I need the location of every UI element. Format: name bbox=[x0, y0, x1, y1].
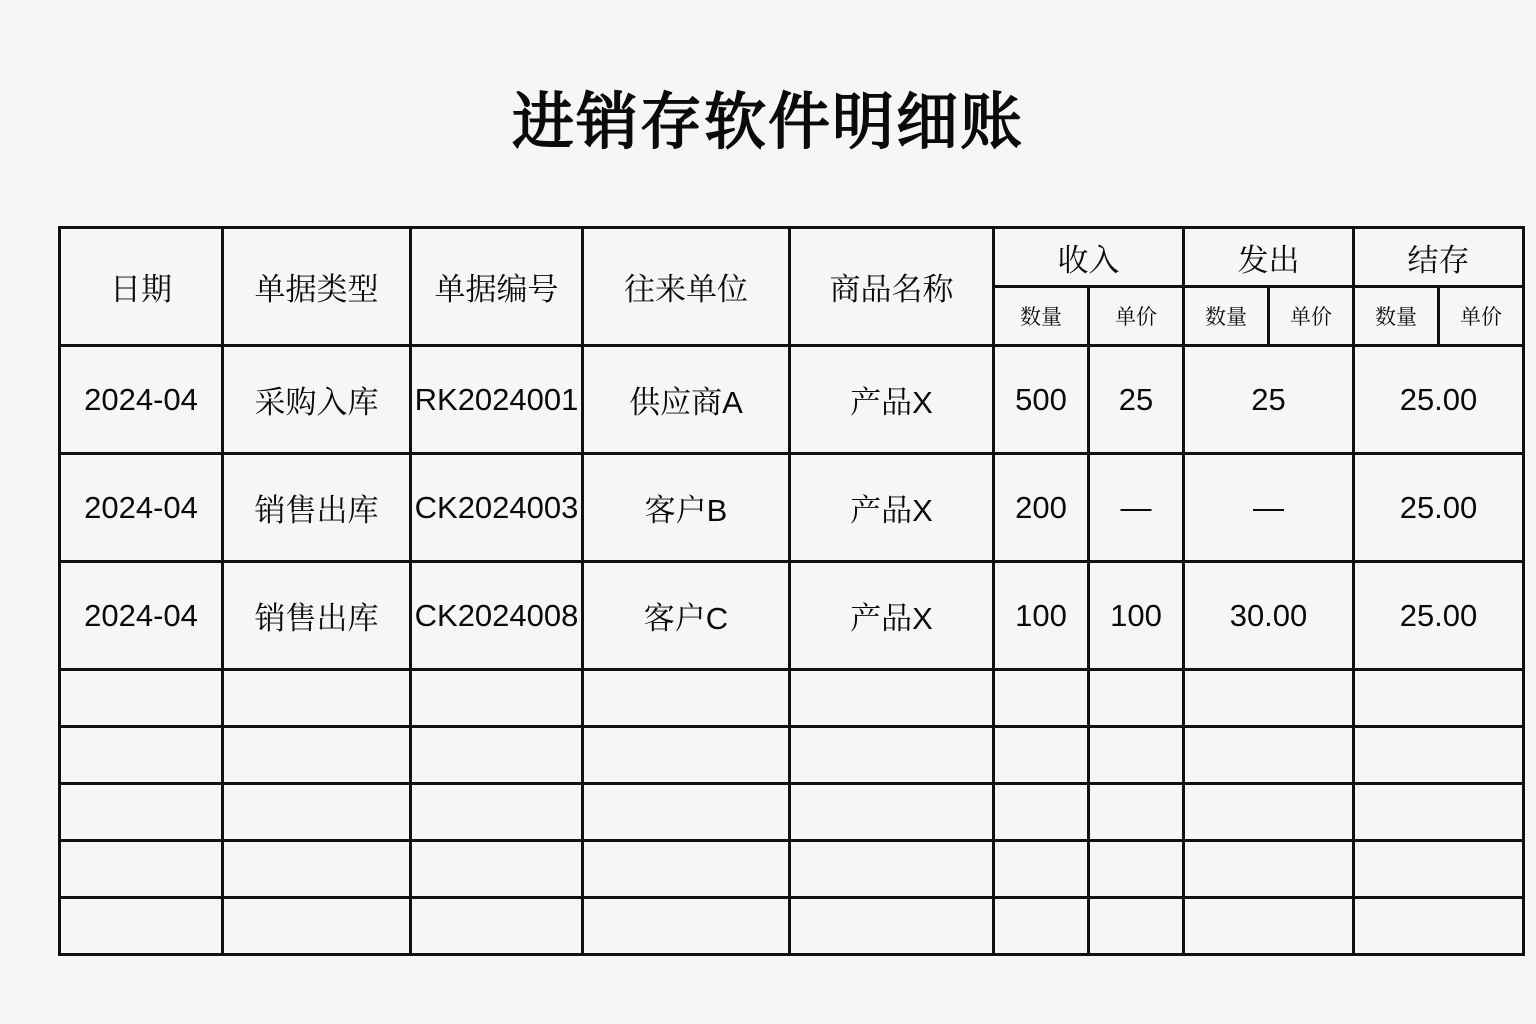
cell-empty bbox=[411, 670, 583, 727]
cell-doc-type: 销售出库 bbox=[223, 454, 411, 562]
cell-empty bbox=[1184, 841, 1354, 898]
cell-empty bbox=[411, 727, 583, 784]
cell-empty bbox=[994, 727, 1089, 784]
cell-empty bbox=[583, 670, 790, 727]
cell-issue-qty: — bbox=[1184, 454, 1354, 562]
cell-empty bbox=[994, 670, 1089, 727]
header-balance-price: 单价 bbox=[1439, 287, 1524, 346]
header-row-main bbox=[60, 228, 1524, 287]
cell-doc-type: 销售出库 bbox=[223, 562, 411, 670]
table-row-empty bbox=[60, 898, 1524, 955]
cell-empty bbox=[1354, 670, 1524, 727]
cell-balance-qty: 25.00 bbox=[1354, 454, 1524, 562]
cell-empty bbox=[1089, 898, 1184, 955]
cell-income-price: 100 bbox=[1089, 562, 1184, 670]
cell-empty bbox=[60, 784, 223, 841]
cell-doc-type: 采购入库 bbox=[223, 346, 411, 454]
cell-empty bbox=[60, 898, 223, 955]
table-header bbox=[60, 228, 1524, 346]
cell-balance-qty: 25.00 bbox=[1354, 562, 1524, 670]
cell-empty bbox=[1089, 784, 1184, 841]
ledger-table-container bbox=[58, 226, 1502, 956]
cell-issue-qty: 25 bbox=[1184, 346, 1354, 454]
cell-counterparty: 客户C bbox=[583, 562, 790, 670]
cell-date: 2024-04 bbox=[60, 562, 223, 670]
cell-empty bbox=[790, 727, 994, 784]
cell-empty bbox=[1184, 727, 1354, 784]
table-row-empty bbox=[60, 784, 1524, 841]
cell-empty bbox=[583, 898, 790, 955]
table-row-empty bbox=[60, 670, 1524, 727]
header-income: 收入 bbox=[994, 228, 1184, 287]
cell-empty bbox=[1184, 898, 1354, 955]
header-doc-no: 单据编号 bbox=[411, 228, 583, 346]
header-income-price: 单价 bbox=[1089, 287, 1184, 346]
table-row bbox=[60, 454, 1524, 562]
cell-date: 2024-04 bbox=[60, 454, 223, 562]
cell-empty bbox=[411, 898, 583, 955]
cell-doc-no: CK2024003 bbox=[411, 454, 583, 562]
header-balance-qty: 数量 bbox=[1354, 287, 1439, 346]
cell-goods-name: 产品X bbox=[790, 454, 994, 562]
cell-empty bbox=[60, 670, 223, 727]
header-issue-price: 单价 bbox=[1269, 287, 1354, 346]
cell-empty bbox=[994, 784, 1089, 841]
table-row-empty bbox=[60, 841, 1524, 898]
header-issue-qty: 数量 bbox=[1184, 287, 1269, 346]
cell-income-price: — bbox=[1089, 454, 1184, 562]
cell-empty bbox=[994, 841, 1089, 898]
cell-empty bbox=[60, 727, 223, 784]
cell-empty bbox=[790, 841, 994, 898]
cell-income-price: 25 bbox=[1089, 346, 1184, 454]
cell-doc-no: CK2024008 bbox=[411, 562, 583, 670]
cell-empty bbox=[60, 841, 223, 898]
cell-date: 2024-04 bbox=[60, 346, 223, 454]
cell-empty bbox=[1089, 670, 1184, 727]
cell-empty bbox=[1089, 841, 1184, 898]
cell-empty bbox=[994, 898, 1089, 955]
cell-empty bbox=[223, 841, 411, 898]
cell-counterparty: 供应商A bbox=[583, 346, 790, 454]
cell-doc-no: RK2024001 bbox=[411, 346, 583, 454]
cell-empty bbox=[411, 841, 583, 898]
ledger-table bbox=[58, 226, 1525, 956]
header-issue: 发出 bbox=[1184, 228, 1354, 287]
cell-balance-qty: 25.00 bbox=[1354, 346, 1524, 454]
header-doc-type: 单据类型 bbox=[223, 228, 411, 346]
cell-empty bbox=[223, 670, 411, 727]
cell-empty bbox=[790, 898, 994, 955]
cell-empty bbox=[583, 727, 790, 784]
cell-empty bbox=[1354, 841, 1524, 898]
cell-empty bbox=[223, 898, 411, 955]
cell-empty bbox=[223, 727, 411, 784]
header-goods-name: 商品名称 bbox=[790, 228, 994, 346]
cell-empty bbox=[1184, 784, 1354, 841]
cell-goods-name: 产品X bbox=[790, 562, 994, 670]
cell-empty bbox=[1354, 898, 1524, 955]
cell-empty bbox=[790, 784, 994, 841]
cell-empty bbox=[790, 670, 994, 727]
cell-empty bbox=[583, 841, 790, 898]
cell-empty bbox=[1184, 670, 1354, 727]
cell-empty bbox=[223, 784, 411, 841]
cell-empty bbox=[583, 784, 790, 841]
cell-empty bbox=[1089, 727, 1184, 784]
header-balance: 结存 bbox=[1354, 228, 1524, 287]
cell-empty bbox=[411, 784, 583, 841]
table-body bbox=[60, 346, 1524, 955]
cell-income-qty: 500 bbox=[994, 346, 1089, 454]
header-income-qty: 数量 bbox=[994, 287, 1089, 346]
table-row bbox=[60, 562, 1524, 670]
cell-counterparty: 客户B bbox=[583, 454, 790, 562]
cell-empty bbox=[1354, 784, 1524, 841]
header-counterparty: 往来单位 bbox=[583, 228, 790, 346]
header-date: 日期 bbox=[60, 228, 223, 346]
table-row-empty bbox=[60, 727, 1524, 784]
cell-income-qty: 100 bbox=[994, 562, 1089, 670]
cell-empty bbox=[1354, 727, 1524, 784]
cell-issue-qty: 30.00 bbox=[1184, 562, 1354, 670]
page-title: 进销存软件明细账 bbox=[511, 88, 1024, 157]
cell-goods-name: 产品X bbox=[790, 346, 994, 454]
table-row bbox=[60, 346, 1524, 454]
cell-income-qty: 200 bbox=[994, 454, 1089, 562]
